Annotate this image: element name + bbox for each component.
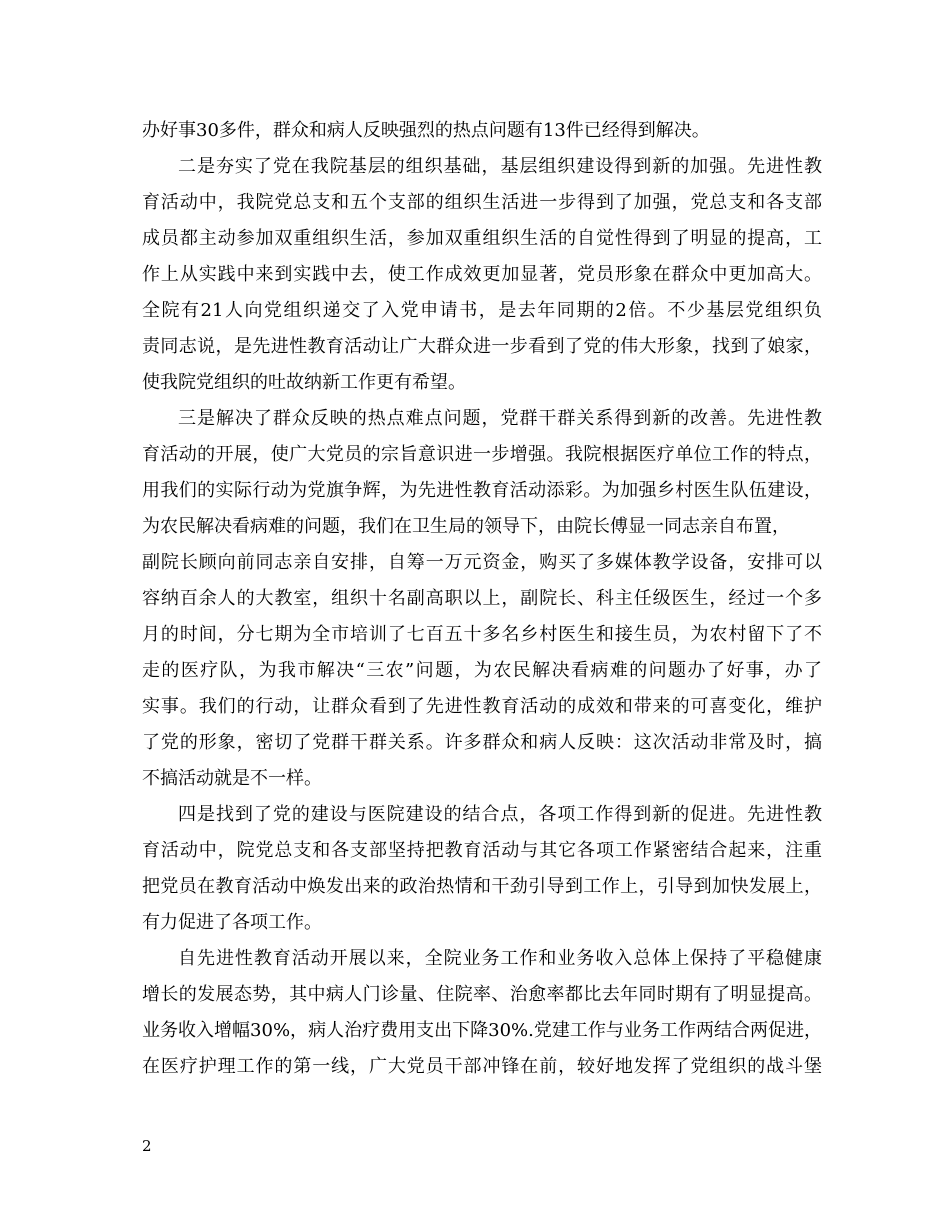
paragraph-2-line: 二是夯实了党在我院基层的组织基础，基层组织建设得到新的加强。先进性教 <box>178 156 822 177</box>
text-line: 在医疗护理工作的第一线，广大党员干部冲锋在前，较好地发挥了党组织的战斗堡 <box>142 1056 822 1077</box>
text-line: 不搞活动就是不一样。 <box>142 768 322 789</box>
text-line: 为农民解决看病难的问题，我们在卫生局的领导下，由院长傅显一同志亲自布置， <box>142 516 790 537</box>
text-line: 实事。我们的行动，让群众看到了先进性教育活动的成效和带来的可喜变化，维护 <box>142 696 822 717</box>
text-line: 了党的形象，密切了党群干群关系。许多群众和病人反映：这次活动非常及时，搞 <box>142 732 822 753</box>
text-line: 育活动中，我院党总支和五个支部的组织生活进一步得到了加强，党总支和各支部 <box>142 192 822 213</box>
text-line: 责同志说，是先进性教育活动让广大群众进一步看到了党的伟大形象，找到了娘家， <box>142 336 822 357</box>
text-line: 用我们的实际行动为党旗争辉，为先进性教育活动添彩。为加强乡村医生队伍建设， <box>142 480 822 501</box>
text-line: 业务收入增幅30%，病人治疗费用支出下降30%.党建工作与业务工作两结合两促进， <box>142 1020 822 1041</box>
paragraph-4-line: 四是找到了党的建设与医院建设的结合点，各项工作得到新的促进。先进性教 <box>178 804 822 825</box>
text-line: 有力促进了各项工作。 <box>142 912 322 933</box>
paragraph-5-line: 自先进性教育活动开展以来，全院业务工作和业务收入总体上保持了平稳健康 <box>178 948 822 969</box>
text-line: 育活动中，院党总支和各支部坚持把教育活动与其它各项工作紧密结合起来，注重 <box>142 840 822 861</box>
text-line: 容纳百余人的大教室，组织十名副高职以上，副院长、科主任级医生，经过一个多 <box>142 588 822 609</box>
text-line: 全院有21人向党组织递交了入党申请书，是去年同期的2倍。不少基层党组织负 <box>142 300 822 321</box>
page-number: 2 <box>142 1137 152 1155</box>
text-line: 副院长顾向前同志亲自安排，自筹一万元资金，购买了多媒体教学设备，安排可以 <box>142 552 822 573</box>
body-text <box>142 113 822 1085</box>
text-line: 育活动的开展，使广大党员的宗旨意识进一步增强。我院根据医疗单位工作的特点， <box>142 444 822 465</box>
text-line: 走的医疗队，为我市解决“三农”问题，为农民解决看病难的问题办了好事，办了 <box>142 660 822 681</box>
text-line: 增长的发展态势，其中病人门诊量、住院率、治愈率都比去年同时期有了明显提高。 <box>142 984 822 1005</box>
text-line: 使我院党组织的吐故纳新工作更有希望。 <box>142 372 466 393</box>
text-line: 把党员在教育活动中焕发出来的政治热情和干劲引导到工作上，引导到加快发展上， <box>142 876 822 897</box>
text-line: 成员都主动参加双重组织生活，参加双重组织生活的自觉性得到了明显的提高，工 <box>142 228 822 249</box>
text-line: 月的时间，分七期为全市培训了七百五十多名乡村医生和接生员，为农村留下了不 <box>142 624 822 645</box>
paragraph-3-line: 三是解决了群众反映的热点难点问题，党群干群关系得到新的改善。先进性教 <box>178 408 822 429</box>
text-line: 作上从实践中来到实践中去，使工作成效更加显著，党员形象在群众中更加高大。 <box>142 264 822 285</box>
text-line: 办好事30多件，群众和病人反映强烈的热点问题有13件已经得到解决。 <box>142 120 710 141</box>
